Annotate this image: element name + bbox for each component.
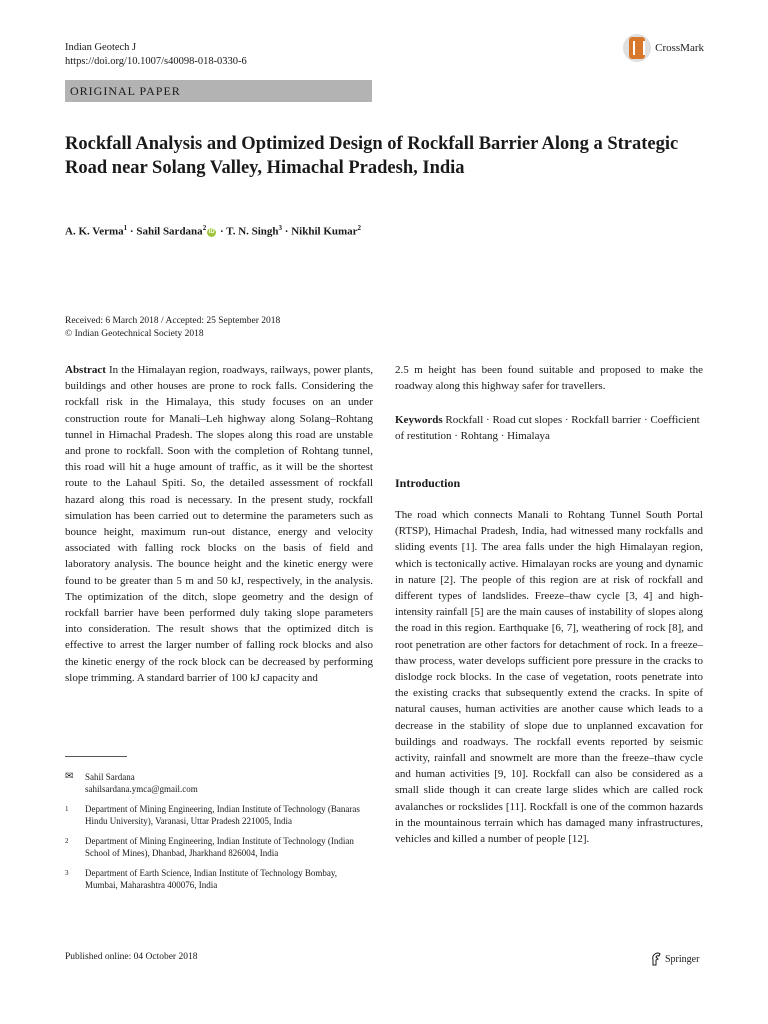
- author-name[interactable]: T. N. Singh: [226, 225, 279, 238]
- author-affiliation-mark: 2: [357, 224, 362, 232]
- affiliation-text: Department of Mining Engineering, Indian Institute of Technology (Indian School of Mines), Dhanbad, Jharkhand 826004, India: [85, 836, 354, 858]
- crossmark-icon: [623, 34, 651, 62]
- footnote-divider: [65, 756, 127, 757]
- crossmark-button[interactable]: [623, 34, 704, 62]
- author-list: A. K. Verma$^1$ · Sahil Sardana$^2$ iD · T. N. Singh$^3$ · Nikhil Kumar$^2$: [65, 224, 362, 238]
- abstract: [65, 362, 373, 686]
- keywords-text: Rockfall · Road cut slopes · Rockfall barrier · Coefficient of restitution · Rohtang · Himalaya: [395, 414, 700, 443]
- doi-link[interactable]: https://doi.org/10.1007/s40098-018-0330-6: [65, 56, 247, 67]
- article-type-banner: ORIGINAL PAPER: [65, 80, 372, 102]
- author-affiliation-mark: 1: [123, 224, 128, 232]
- keywords: [395, 412, 703, 444]
- author-name[interactable]: Sahil Sardana: [136, 225, 203, 238]
- corresponding-email[interactable]: sahilsardana.ymca@gmail.com: [85, 784, 198, 794]
- author-affiliation-mark: 2: [202, 224, 207, 232]
- abstract-continued: 2.5 m height has been found suitable and proposed to make the roadway along this highway safer for travellers.: [395, 364, 703, 393]
- abstract-label: Abstract: [65, 364, 106, 376]
- abstract-text: In the Himalayan region, roadways, railways, power plants, buildings and other houses are prone to rock falls. Considering the rockfall risk in the Himalaya, this study focuses on an under construction route for Manali–Leh highway along Solang–Rohtang tunnel in Himachal Pradesh. The slopes along this road are unstable and prone to rockfall. Soon with the completion of Rohtang tunnel, this road will hit a huge amount of traffic, as it will be the shortest route to the Lahaul Spiti. So, the detailed assessment of rockfall hazard along this road is necessary. In the present study, rockfall simulation has been carried out to determine the parameters such as bounce height, maximum run-out distance, energy and velocity associated with falling rock blocks on the basis of field and laboratory analysis. The bounce height and the kinetic energy were found to be greater than 5 m and 50 kJ, respectively, in the analysis. The optimization of the ditch, slope geometry and the design of rockfall barrier have been performed duly taking slope parameters into consideration. The result shows that the optimized ditch is effective to arrest the larger number of falling rock blocks and also the kinetic energy of the rock block can be decreased by performing slope trimming. A standard barrier of 100 kJ capacity and: [65, 364, 373, 684]
- author-affiliation-mark: 3: [278, 224, 283, 232]
- author-name[interactable]: Nikhil Kumar: [291, 225, 358, 238]
- affiliation-text: Department of Earth Science, Indian Institute of Technology Bombay, Mumbai, Maharashtra 400076, India: [85, 868, 338, 890]
- section-heading-introduction: Introduction: [395, 476, 461, 490]
- crossmark-label: CrossMark: [655, 42, 704, 54]
- introduction-text: The road which connects Manali to Rohtang Tunnel South Portal (RTSP), Himachal Pradesh, India, had witnessed many rockfalls and sliding events [1]. The area falls under the high Himalayan region, which is tectonically active. Himalayan rocks are young and dynamic in nature [2]. The people of this region are at risk of rockfall and different types of landslides. Freeze–thaw cycle [3, 4] and high-intensity rainfall [5] are the main causes of instability of slopes along the road in this region. Earthquake [6, 7], weathering of rock [8], and root penetration are other factors for detachment of rock. In a freeze–thaw process, water develops sufficient pore pressure in the cracks to dislodge rock blocks. In the case of vegetation, roots penetrate into the existing cracks that subsequently extend the cracks. In spite of natural causes, human activities are another cause which leads to a decrease in the stability of slope due to unplanned excavation for buildings and roadways. The rockfall events reported by seismic activity, rainfall and snowmelt are more than the freeze–thaw cycle and human activities [9, 10]. Rockfall can also be considered as a small slide though it can create large slides which are called rock avalanches or rockslides [11]. Rockfall is one of the common hazards in the mountainous terrain which has damaged many infrastructures, vehicles and killed a number of people [12].: [395, 509, 703, 846]
- author-name[interactable]: A. K. Verma: [65, 225, 124, 238]
- copyright-line: © Indian Geotechnical Society 2018: [65, 329, 204, 339]
- correspondence: [65, 771, 365, 795]
- journal-header: [65, 41, 247, 69]
- springer-horse-icon: [650, 952, 662, 966]
- affiliation-mark: 1: [65, 805, 69, 813]
- publisher-logo: [650, 952, 699, 966]
- affiliation-mark: 2: [65, 837, 69, 845]
- affiliation-text: Department of Mining Engineering, Indian Institute of Technology (Banaras Hindu University), Varanasi, Uttar Pradesh 221005, India: [85, 804, 360, 826]
- envelope-icon: ✉: [65, 771, 74, 782]
- corresponding-author: Sahil Sardana: [85, 772, 135, 782]
- orcid-icon[interactable]: iD: [208, 228, 215, 235]
- affiliation: [65, 803, 365, 827]
- affiliation: [65, 867, 365, 891]
- received-accepted-dates: Received: 6 March 2018 / Accepted: 25 September 2018: [65, 316, 281, 326]
- paper-title: Rockfall Analysis and Optimized Design of Rockfall Barrier Along a Strategic Road near Solang Valley, Himachal Pradesh, India: [65, 134, 679, 178]
- article-dates: [65, 315, 280, 341]
- affiliation-mark: 3: [65, 869, 69, 877]
- keywords-label: Keywords: [395, 414, 443, 426]
- affiliation: [65, 835, 365, 859]
- journal-name: Indian Geotech J: [65, 42, 137, 53]
- footnotes: [65, 771, 365, 899]
- published-online: Published online: 04 October 2018: [65, 952, 198, 962]
- publisher-name: Springer: [665, 953, 700, 965]
